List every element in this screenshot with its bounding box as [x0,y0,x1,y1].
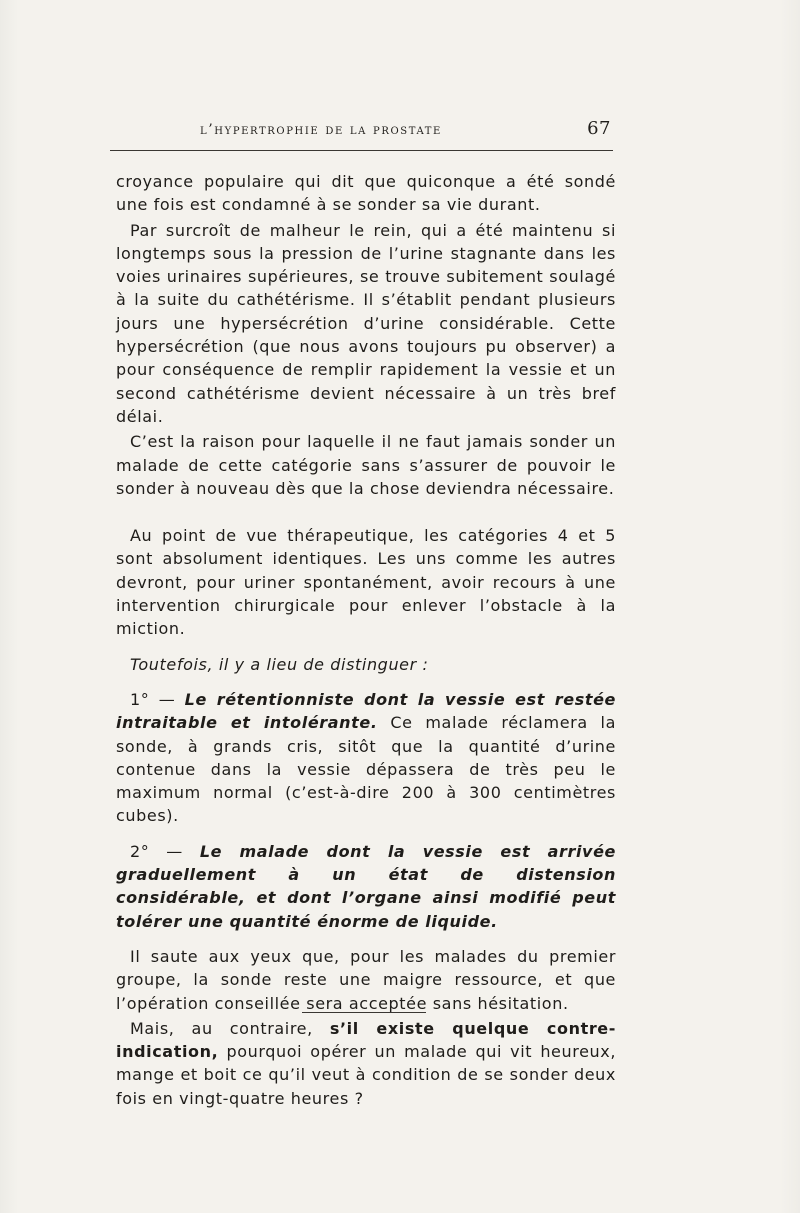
running-head: l’hypertrophie de la prostate [200,122,442,138]
paragraph-7-bold: s’il existe quelque contre-indication, [116,1018,617,1062]
paragraph-7-end: pourquoi opérer un malade qui vit heureux, mange et boit ce qu’il veut à condition de se sonder deux fois en vingt-quatre heures ? [116,1042,617,1108]
page-header [110,118,613,144]
paragraph-7-start: Mais, au contraire, [130,1018,313,1038]
paragraph-3: C’est la raison pour laquelle il ne faut jamais sonder un malade de cette catégorie sans s’assurer de pouvoir le sonder à nouveau dès que la chose deviendra nécessaire. [116,432,616,498]
list-item-2 [116,840,616,933]
item-1-heading: Le rétentionniste dont la vessie est restée intraitable et intolérante. [116,689,616,733]
header-rule [110,150,613,151]
page-body [116,170,616,1110]
paragraph-2: Par surcroît de malheur le rein, qui a été maintenu si longtemps sous la pression de l’urine stagnante dans les voies urinaires supérieures, se trouve subitement soulagé à la suite du cathétérisme. Il s’établit pendant plusieurs jours une hypersécrétion d’urine considérable. Cette hypersécrétion (que nous avons toujours pu observer) a pour conséquence de remplir rapidement la vessie et un second cathétérisme devient nécessaire à un très bref délai. [116,220,616,426]
paragraph-4: Au point de vue thérapeutique, les catégories 4 et 5 sont absolument identiques. Les uns comme les autres devront, pour uriner spontanément, avoir recours à une intervention chirurgicale pour enlever l’obstacle à la miction. [116,526,616,639]
paragraph-7 [116,1017,616,1110]
list-item-1 [116,688,616,828]
item-2-heading: Le malade dont la vessie est arrivée graduellement à un état de distension considérable, et dont l’organe ainsi modifié peut tolérer une quantité énorme de liquide. [116,841,616,931]
item-2-number: 2° — [130,841,183,861]
paragraph-6: Il saute aux yeux que, pour les malades du premier groupe, la sonde reste une maigre ressource, et que l’opération conseillée sera acceptée sans hésitation. [116,946,616,1013]
item-1-text: Ce malade réclamera la sonde, à grands cris, sitôt que la quantité d’urine contenue dans la vessie dépassera de très peu le maximum normal (c’est-à-dire 200 à 300 centimètres cubes). [116,713,617,826]
paragraph-1: croyance populaire qui dit que quiconque a été sondé une fois est condamné à se sonder sa vie durant. [116,172,616,215]
section-end-rule [302,1012,426,1013]
page-number: 67 [587,118,611,139]
item-1-number: 1° — [130,689,176,709]
paragraph-5: Toutefois, il y a lieu de distinguer : [130,654,429,674]
